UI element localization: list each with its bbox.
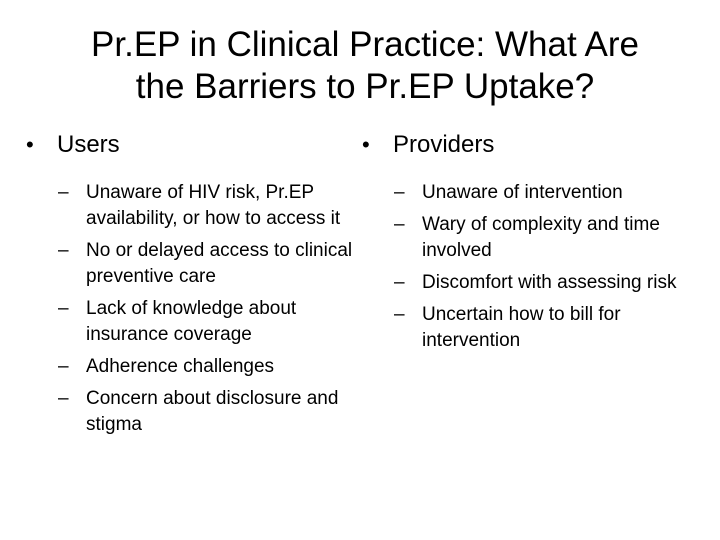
dash-icon: – [58,356,69,377]
dash-icon: – [394,272,405,293]
dash-icon: – [394,214,405,235]
list-item [394,180,692,206]
users-barrier-list [26,180,356,438]
bullet-icon: • [26,132,34,157]
slide-title [20,24,710,108]
bullet-icon: • [362,132,370,157]
providers-heading [362,130,692,160]
list-item [58,386,356,438]
list-item-text: Discomfort with assessing risk [422,272,677,293]
list-item [58,238,356,290]
dash-icon: – [58,388,69,409]
list-item [394,302,692,354]
list-item-text: No or delayed access to clinical preventive care [86,240,353,287]
dash-icon: – [394,182,405,203]
list-item-text: Unaware of intervention [422,182,623,203]
users-heading [26,130,356,160]
list-item-text: Lack of knowledge about insurance coverage [86,298,297,345]
providers-column [362,130,692,360]
users-column [26,130,356,444]
users-heading-label: Users [57,131,120,158]
dash-icon: – [58,182,69,203]
dash-icon: – [394,304,405,325]
providers-heading-label: Providers [393,131,495,158]
list-item-text: Uncertain how to bill for intervention [422,304,621,351]
list-item-text: Concern about disclosure and stigma [86,388,339,435]
list-item [58,354,356,380]
list-item [394,212,692,264]
list-item-text: Unaware of HIV risk, Pr.EP availability, or how to access it [86,182,341,229]
dash-icon: – [58,240,69,261]
list-item-text: Wary of complexity and time involved [422,214,660,261]
title-line-1: Pr.EP in Clinical Practice: What Are [91,25,639,64]
list-item [394,270,692,296]
dash-icon: – [58,298,69,319]
list-item [58,296,356,348]
list-item-text: Adherence challenges [86,356,275,377]
title-line-2: the Barriers to Pr.EP Uptake? [135,67,595,106]
list-item [58,180,356,232]
providers-barrier-list [362,180,692,354]
